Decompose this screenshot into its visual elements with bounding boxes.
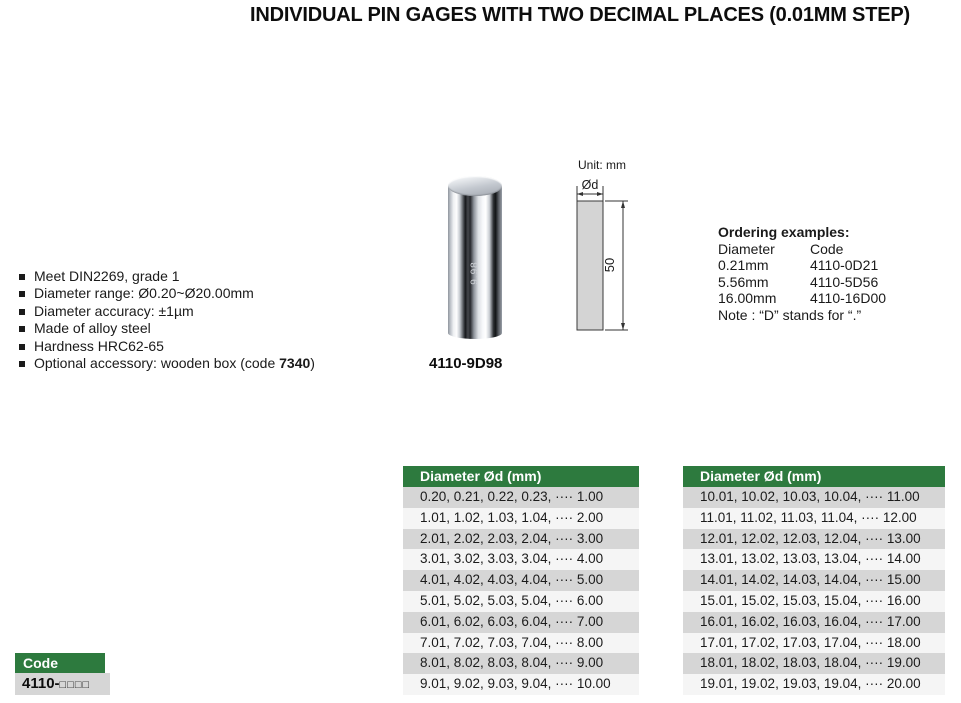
feature-item bbox=[19, 320, 315, 337]
ordering-col-diameter: Diameter bbox=[718, 240, 775, 257]
table-row: 8.01, 8.02, 8.03, 8.04, ···· 9.00 bbox=[403, 653, 639, 674]
ordering-column-headers bbox=[718, 241, 886, 258]
feature-text bbox=[34, 285, 254, 302]
ordering-code-value: 4110-0D21 bbox=[810, 257, 879, 274]
page-title: INDIVIDUAL PIN GAGES WITH TWO DECIMAL PLACES (0.01MM STEP) bbox=[250, 4, 910, 26]
bullet-square-icon bbox=[19, 291, 25, 297]
table-row: 19.01, 19.02, 19.03, 19.04, ···· 20.00 bbox=[683, 674, 945, 695]
code-block-header: Code bbox=[15, 653, 105, 673]
feature-text bbox=[34, 268, 180, 285]
table-row: 10.01, 10.02, 10.03, 10.04, ···· 11.00 bbox=[683, 487, 945, 508]
feature-text-part: Optional accessory: wooden box (code bbox=[34, 355, 280, 372]
bullet-square-icon bbox=[19, 344, 25, 350]
feature-text-part: Made of alloy steel bbox=[34, 320, 151, 337]
table-row: 14.01, 14.02, 14.03, 14.04, ···· 15.00 bbox=[683, 570, 945, 591]
feature-item bbox=[19, 355, 315, 372]
table-row: 15.01, 15.02, 15.03, 15.04, ···· 16.00 bbox=[683, 591, 945, 612]
ordering-diameter-value: 5.56mm bbox=[718, 273, 769, 290]
product-code-label: 4110-9D98 bbox=[429, 355, 503, 372]
feature-text bbox=[34, 320, 151, 337]
table-row: 3.01, 3.02, 3.03, 3.04, ···· 4.00 bbox=[403, 549, 639, 570]
bullet-square-icon bbox=[19, 274, 25, 280]
table-row: 1.01, 1.02, 1.03, 1.04, ···· 2.00 bbox=[403, 508, 639, 529]
feature-item bbox=[19, 338, 315, 355]
feature-text-part: Diameter accuracy: ±1µm bbox=[34, 302, 194, 319]
diameter-table-1 bbox=[403, 466, 639, 695]
pin-top-face bbox=[448, 176, 502, 196]
bullet-square-icon bbox=[19, 326, 25, 332]
ordering-row bbox=[718, 274, 886, 291]
table-header: Diameter Ød (mm) bbox=[683, 466, 945, 487]
feature-item bbox=[19, 268, 315, 285]
table-row: 5.01, 5.02, 5.03, 5.04, ···· 6.00 bbox=[403, 591, 639, 612]
ordering-note: Note : “D” stands for “.” bbox=[718, 306, 862, 323]
code-placeholder-squares: □□□□ bbox=[59, 679, 91, 691]
feature-text-part: ) bbox=[310, 355, 315, 372]
table-row: 16.01, 16.02, 16.03, 16.04, ···· 17.00 bbox=[683, 612, 945, 633]
dimension-diagram bbox=[570, 155, 640, 345]
ordering-diameter-value: 16.00mm bbox=[718, 290, 777, 307]
table-row: 11.01, 11.02, 11.03, 11.04, ···· 12.00 bbox=[683, 508, 945, 529]
feature-text bbox=[34, 355, 315, 372]
feature-text-part: Diameter range: Ø0.20~Ø20.00mm bbox=[34, 285, 254, 302]
table-row: 13.01, 13.02, 13.03, 13.04, ···· 14.00 bbox=[683, 549, 945, 570]
table-header: Diameter Ød (mm) bbox=[403, 466, 639, 487]
feature-text-part: Meet DIN2269, grade 1 bbox=[34, 268, 180, 284]
table-row: 6.01, 6.02, 6.03, 6.04, ···· 7.00 bbox=[403, 612, 639, 633]
bullet-square-icon bbox=[19, 361, 25, 367]
code-pattern-row bbox=[15, 673, 110, 695]
table-row: 12.01, 12.02, 12.03, 12.04, ···· 13.00 bbox=[683, 529, 945, 550]
code-block bbox=[15, 653, 110, 695]
ordering-title: Ordering examples: bbox=[718, 224, 850, 240]
length-dim-label: 50 bbox=[602, 257, 617, 273]
ordering-row bbox=[718, 290, 886, 307]
table-row: 4.01, 4.02, 4.03, 4.04, ···· 5.00 bbox=[403, 570, 639, 591]
ordering-code-value: 4110-16D00 bbox=[810, 290, 887, 307]
unit-label: Unit: mm bbox=[578, 158, 626, 172]
ordering-code-value: 4110-5D56 bbox=[810, 273, 879, 290]
pin-body bbox=[448, 186, 502, 339]
feature-item bbox=[19, 285, 315, 302]
pin-outline-rect bbox=[577, 201, 603, 330]
ordering-col-code: Code bbox=[810, 240, 844, 257]
feature-text bbox=[34, 303, 194, 320]
table-row: 18.01, 18.02, 18.03, 18.04, ···· 19.00 bbox=[683, 653, 945, 674]
pin-gage-photo bbox=[448, 176, 502, 339]
feature-text-part: Hardness HRC62-65 bbox=[34, 337, 164, 354]
table-row: 17.01, 17.02, 17.03, 17.04, ···· 18.00 bbox=[683, 633, 945, 654]
table-row: 2.01, 2.02, 2.03, 2.04, ···· 3.00 bbox=[403, 529, 639, 550]
table-row: 7.01, 7.02, 7.03, 7.04, ···· 8.00 bbox=[403, 633, 639, 654]
feature-list bbox=[19, 268, 315, 372]
pin-engraving: 9.98 bbox=[469, 261, 481, 285]
ordering-diameter-value: 0.21mm bbox=[718, 257, 769, 274]
table-row: 0.20, 0.21, 0.22, 0.23, ···· 1.00 bbox=[403, 487, 639, 508]
bullet-square-icon bbox=[19, 309, 25, 315]
feature-item bbox=[19, 303, 315, 320]
code-prefix: 4110- bbox=[22, 675, 60, 692]
feature-text bbox=[34, 338, 164, 355]
table-row: 9.01, 9.02, 9.03, 9.04, ···· 10.00 bbox=[403, 674, 639, 695]
diameter-dim-label: Ød bbox=[581, 178, 599, 192]
diameter-table-2 bbox=[683, 466, 945, 695]
feature-text-bold: 7340 bbox=[279, 355, 311, 372]
ordering-row bbox=[718, 257, 886, 274]
ordering-examples bbox=[718, 224, 886, 324]
